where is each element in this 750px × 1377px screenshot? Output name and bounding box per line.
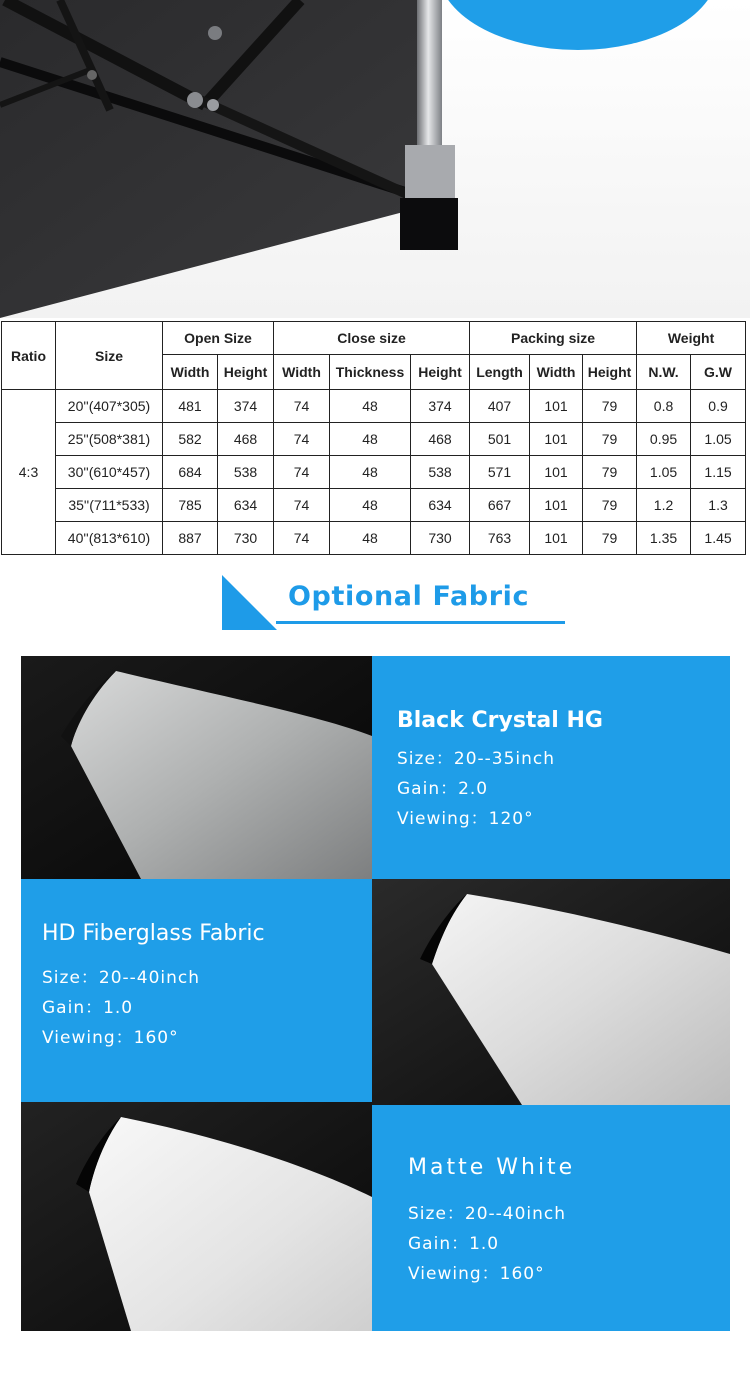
- subheader-packing-height: Height: [583, 355, 637, 390]
- fabric-photo-matte-white: [21, 1102, 372, 1331]
- table-cell: 79: [583, 522, 637, 555]
- table-cell: 481: [163, 390, 218, 423]
- table-cell: 101: [530, 489, 583, 522]
- hero-photo: [0, 0, 750, 318]
- table-cell: 20''(407*305): [56, 390, 163, 423]
- table-cell: 1.15: [691, 456, 746, 489]
- header-open-size: Open Size: [163, 322, 274, 355]
- fabric-viewing: Viewing：160°: [42, 1028, 179, 1048]
- subheader-close-width: Width: [274, 355, 330, 390]
- table-cell: 74: [274, 489, 330, 522]
- table-cell: 74: [274, 390, 330, 423]
- table-cell: 374: [411, 390, 470, 423]
- subheader-close-height: Height: [411, 355, 470, 390]
- subheader-close-thickness: Thickness: [330, 355, 411, 390]
- table-cell: 35''(711*533): [56, 489, 163, 522]
- table-cell: 538: [218, 456, 274, 489]
- table-row: [2, 522, 746, 555]
- table-cell: 48: [330, 489, 411, 522]
- table-row: [2, 456, 746, 489]
- fabric-name: HD Fiberglass Fabric: [42, 921, 265, 946]
- table-cell: 582: [163, 423, 218, 456]
- table-cell: 1.35: [637, 522, 691, 555]
- table-row: [2, 489, 746, 522]
- subheader-open-width: Width: [163, 355, 218, 390]
- table-cell: 48: [330, 522, 411, 555]
- table-cell: 79: [583, 390, 637, 423]
- section-heading: [222, 575, 567, 631]
- table-cell: 101: [530, 423, 583, 456]
- table-cell: 634: [218, 489, 274, 522]
- table-cell: 667: [470, 489, 530, 522]
- table-cell: 785: [163, 489, 218, 522]
- table-cell: 0.95: [637, 423, 691, 456]
- table-cell: 25''(508*381): [56, 423, 163, 456]
- table-cell: 538: [411, 456, 470, 489]
- table-cell: 48: [330, 423, 411, 456]
- fabric-photo-hd-fiberglass: [372, 879, 730, 1105]
- fabric-size: Size：20--35inch: [397, 749, 556, 769]
- table-cell: 74: [274, 522, 330, 555]
- subheader-packing-width: Width: [530, 355, 583, 390]
- header-size: Size: [56, 322, 163, 390]
- fabric-photo-black-crystal: [21, 656, 372, 879]
- fabric-viewing: Viewing：160°: [408, 1264, 545, 1284]
- table-cell: 1.2: [637, 489, 691, 522]
- corner-triangle-icon: [222, 575, 277, 630]
- section-title: Optional Fabric: [288, 581, 530, 612]
- header-packing-size: Packing size: [470, 322, 637, 355]
- fabric-size: Size：20--40inch: [42, 968, 201, 988]
- fabric-name: Black Crystal HG: [397, 708, 603, 733]
- table-cell: 1.05: [637, 456, 691, 489]
- table-cell: 0.9: [691, 390, 746, 423]
- table-cell: 101: [530, 456, 583, 489]
- table-cell: 374: [218, 390, 274, 423]
- fabric-gain: Gain：2.0: [397, 779, 489, 799]
- table-header-row: [2, 322, 746, 355]
- header-weight: Weight: [637, 322, 746, 355]
- subheader-open-height: Height: [218, 355, 274, 390]
- subheader-weight-gw: G.W: [691, 355, 746, 390]
- subheader-weight-nw: N.W.: [637, 355, 691, 390]
- table-cell: 74: [274, 456, 330, 489]
- table-cell: 730: [218, 522, 274, 555]
- subheader-packing-length: Length: [470, 355, 530, 390]
- projector-screen-photo-icon: [0, 0, 750, 318]
- table-cell: 0.8: [637, 390, 691, 423]
- header-ratio: Ratio: [2, 322, 56, 390]
- fabric-sample-icon: [372, 879, 730, 1105]
- table-cell: 468: [411, 423, 470, 456]
- table-cell: 407: [470, 390, 530, 423]
- table-row: [2, 390, 746, 423]
- fabric-sample-icon: [21, 1102, 372, 1331]
- fabric-gain: Gain：1.0: [408, 1234, 500, 1254]
- table-cell: 1.05: [691, 423, 746, 456]
- fabric-viewing: Viewing：120°: [397, 809, 534, 829]
- ratio-cell: 4:3: [2, 390, 56, 555]
- table-cell: 40''(813*610): [56, 522, 163, 555]
- table-cell: 1.3: [691, 489, 746, 522]
- table-cell: 501: [470, 423, 530, 456]
- table-cell: 48: [330, 456, 411, 489]
- table-cell: 79: [583, 423, 637, 456]
- fabric-card-matte-white: [372, 1105, 730, 1331]
- table-cell: 101: [530, 522, 583, 555]
- table-cell: 887: [163, 522, 218, 555]
- table-cell: 79: [583, 456, 637, 489]
- table-cell: 730: [411, 522, 470, 555]
- table-cell: 79: [583, 489, 637, 522]
- table-cell: 763: [470, 522, 530, 555]
- table-cell: 571: [470, 456, 530, 489]
- fabric-gain: Gain：1.0: [42, 998, 134, 1018]
- table-cell: 468: [218, 423, 274, 456]
- table-cell: 1.45: [691, 522, 746, 555]
- spec-table: [1, 321, 746, 555]
- fabric-size: Size：20--40inch: [408, 1204, 567, 1224]
- table-cell: 48: [330, 390, 411, 423]
- table-body: [2, 390, 746, 555]
- table-cell: 634: [411, 489, 470, 522]
- fabric-card-hd-fiberglass: [21, 879, 372, 1102]
- fabric-card-black-crystal: [372, 656, 730, 879]
- table-cell: 30''(610*457): [56, 456, 163, 489]
- table-cell: 74: [274, 423, 330, 456]
- table-cell: 684: [163, 456, 218, 489]
- table-cell: 101: [530, 390, 583, 423]
- table-row: [2, 423, 746, 456]
- fabric-sample-icon: [21, 656, 372, 879]
- header-close-size: Close size: [274, 322, 470, 355]
- heading-underline: [276, 621, 565, 624]
- fabric-name: Matte White: [408, 1155, 576, 1180]
